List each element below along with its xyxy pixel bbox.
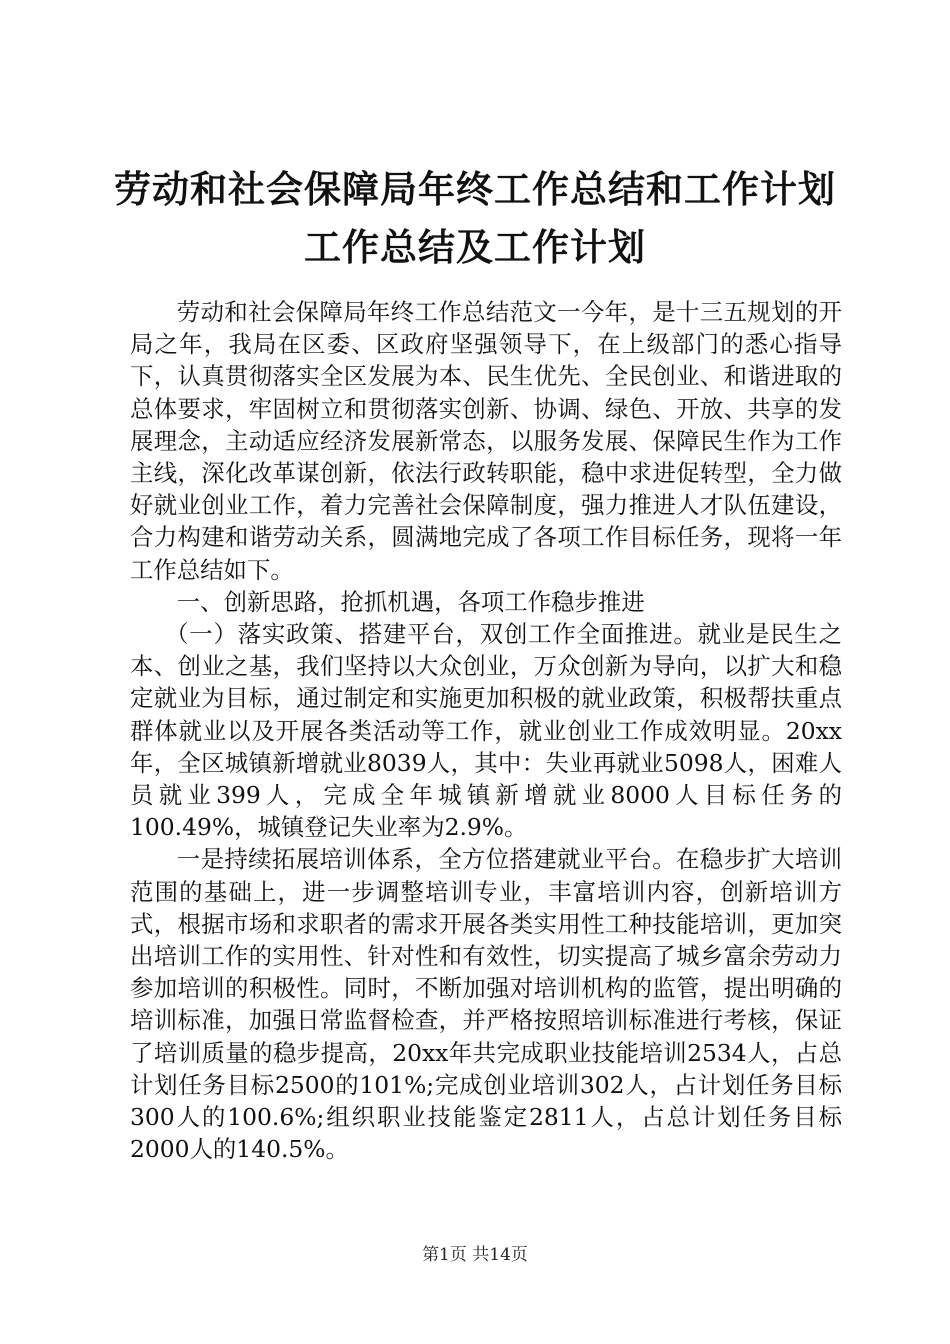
section-heading: 一、创新思路，抢抓机遇，各项工作稳步推进 xyxy=(176,587,645,616)
paragraph-training: 一是持续拓展培训体系，全方位搭建就业平台。在稳步扩大培训范围的基础上，进一步调整培训专业，丰富培训内容，创新培训方式，根据市场和求职者的需求开展各类实用性工种技能培训，更加突出培训工作的实用性、针对性和有效性，切实提高了城乡富余劳动力参加培训的积极性。同时，不断加强对培训机构的监管，提出明确的培训标准，加强日常监督检查，并严格按照培训标准进行考核，保证了培训质量的稳步提高，20xx年共完成职业技能培训2534人，占总计划任务目标2500的101%;完成创业培训302人，占计划任务目标300人的100.6%;组织职业技能鉴定2811人，占总计划任务目标2000人的140.5%。 xyxy=(130,845,842,1164)
paragraph-employment: （一）落实政策、搭建平台，双创工作全面推进。就业是民生之本、创业之基，我们坚持以大众创业，万众创新为导向，以扩大和稳定就业为目标，通过制定和实施更加积极的就业政策，积极帮扶重点群体就业以及开展各类活动等工作，就业创业工作成效明显。20xx年，全区城镇新增就业8039人，其中：失业再就业5098人，困难人员就业399人，完成全年城镇新增就业8000人目标任务的100.49%，城镇登记失业率为2.9%。 xyxy=(130,620,842,842)
document-title: 劳动和社会保障局年终工作总结和工作计划工作总结及工作计划 xyxy=(114,167,836,269)
document-body xyxy=(130,296,842,1165)
page-number-footer: 第1页 共14页 xyxy=(422,1245,528,1265)
paragraph-intro: 劳动和社会保障局年终工作总结范文一今年，是十三五规划的开局之年，我局在区委、区政府坚强领导下，在上级部门的悉心指导下，认真贯彻落实全区发展为本、民生优先、全民创业、和谐进取的总体要求，牢固树立和贯彻落实创新、协调、绿色、开放、共享的发展理念，主动适应经济发展新常态，以服务发展、保障民生作为工作主线，深化改革谋创新，依法行政转职能，稳中求进促转型，全力做好就业创业工作，着力完善社会保障制度，强力推进人才队伍建设，合力构建和谐劳动关系，圆满地完成了各项工作目标任务，现将一年工作总结如下。 xyxy=(130,298,842,584)
